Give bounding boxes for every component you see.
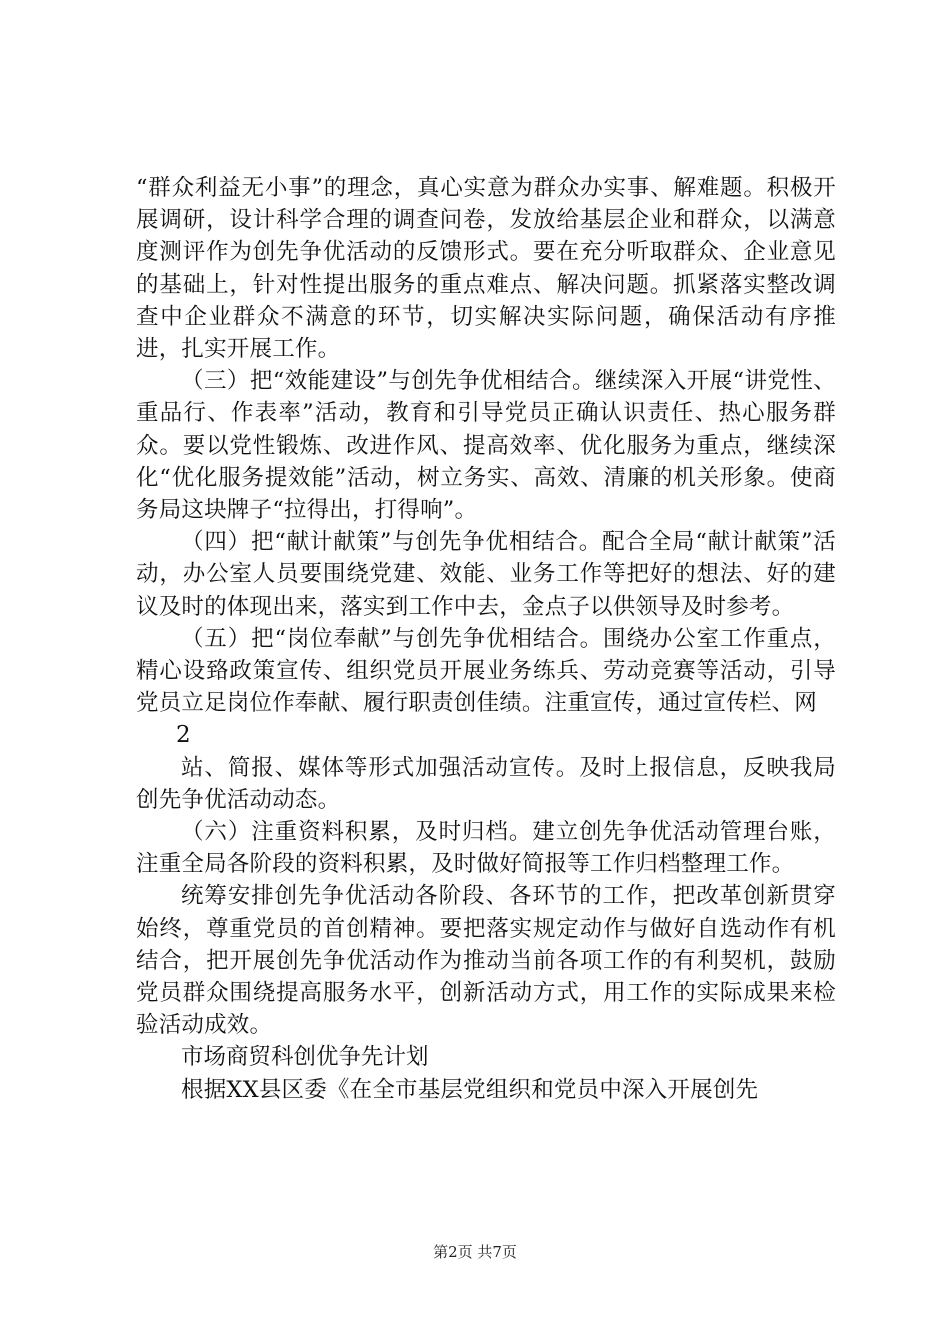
section-title: 市场商贸科创优争先计划 <box>181 1044 429 1071</box>
paragraph-item-4: （四）把“献计献策”与创先争优相结合。配合全局“献计献策”活动，办公室人员要围绕党建、效能、业务工作等把好的想法、好的建议及时的体现出来，落实到工作中去，金点子以供领导及时参考。 <box>136 529 836 620</box>
page-break-marker: 2 <box>176 722 191 749</box>
paragraph-item-5-cont: 站、简报、媒体等形式加强活动宣传。及时上报信息，反映我局创先争优活动动态。 <box>136 754 836 813</box>
paragraph-summary: 统筹安排创先争优活动各阶段、各环节的工作，把改革创新贯穿始终，尊重党员的首创精神。要把落实规定动作与做好自选动作有机结合，把开展创先争优活动作为推动当前各项工作的有利契机，鼓励党员群众围绕提高服务水平，创新活动方式，用工作的实际成果来检验活动成效。 <box>136 883 836 1039</box>
document-body <box>136 172 836 1106</box>
paragraph-intro: 根据XX县区委《在全市基层党组织和党员中深入开展创先 <box>181 1076 759 1103</box>
paragraph-item-6: （六）注重资料积累，及时归档。建立创先争优活动管理台账，注重全局各阶段的资料积累，及时做好简报等工作归档整理工作。 <box>136 819 836 878</box>
page-footer: 第2页 共7页 <box>433 1243 517 1261</box>
paragraph-item-3: （三）把“效能建设”与创先争优相结合。继续深入开展“讲党性、重品行、作表率”活动，教育和引导党员正确认识责任、热心服务群众。要以党性锻炼、改进作风、提高效率、优化服务为重点，继续深化“优化服务提效能”活动，树立务实、高效、清廉的机关形象。使商务局这块牌子“拉得出，打得响”。 <box>136 368 836 524</box>
paragraph-item-5: （五）把“岗位奉献”与创先争优相结合。围绕办公室工作重点，精心设臵政策宣传、组织党员开展业务练兵、劳动竞赛等活动，引导党员立足岗位作奉献、履行职责创佳绩。注重宣传，通过宣传栏、网 <box>136 625 836 717</box>
paragraph-continuation: “群众利益无小事”的理念，真心实意为群众办实事、解难题。积极开展调研，设计科学合理的调查问卷，发放给基层企业和群众，以满意度测评作为创先争优活动的反馈形式。要在充分听取群众、企业意见的基础上，针对性提出服务的重点难点、解决问题。抓紧落实整改调查中企业群众不满意的环节，切实解决实际问题，确保活动有序推进，扎实开展工作。 <box>136 175 836 363</box>
